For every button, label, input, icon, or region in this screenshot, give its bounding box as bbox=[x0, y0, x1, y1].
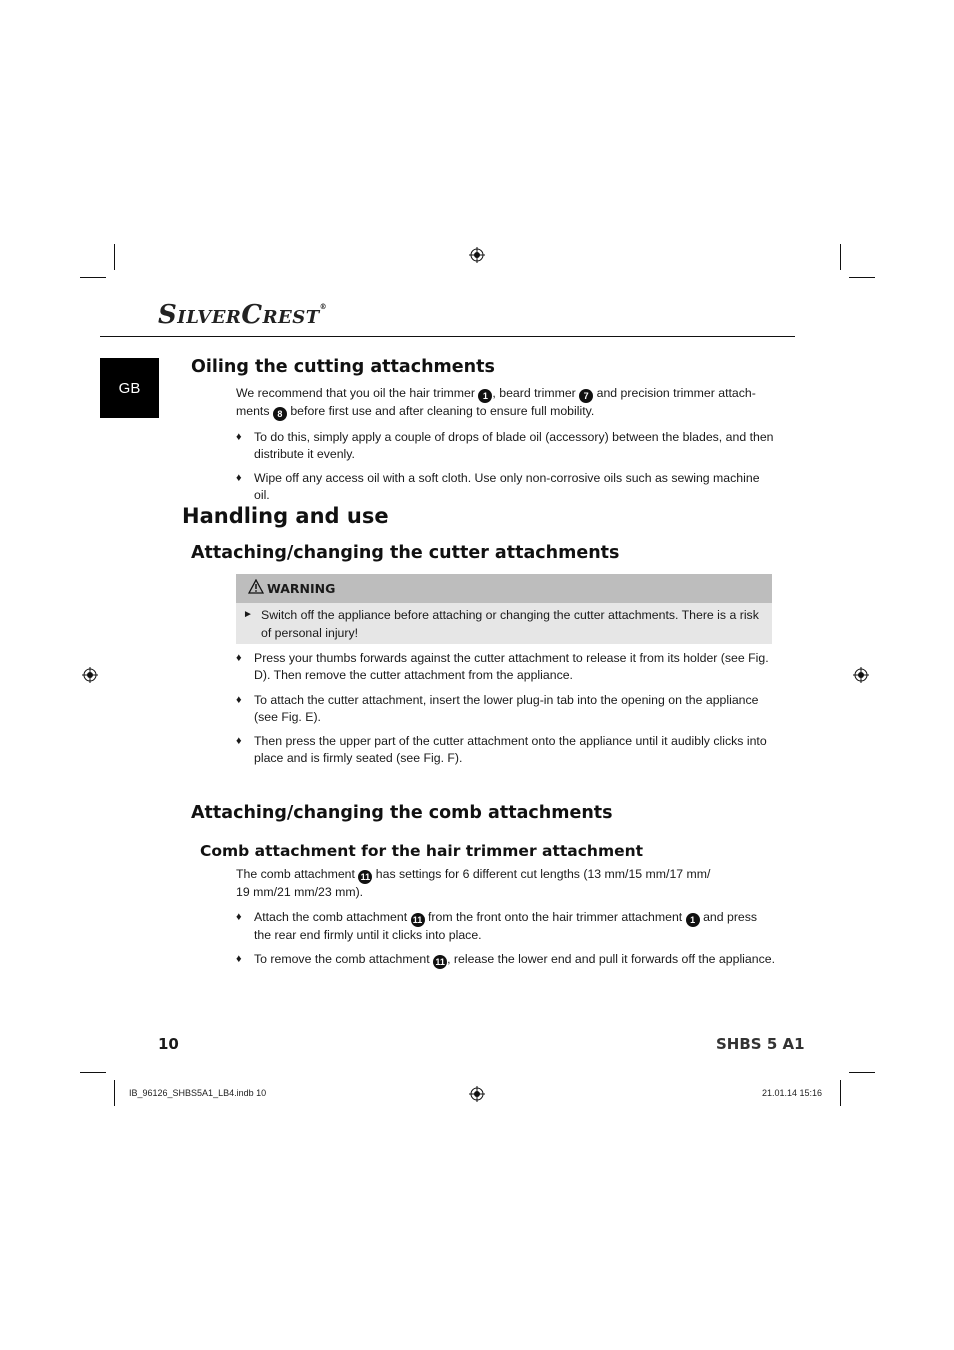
part-number-marker: 7 bbox=[579, 389, 593, 403]
bullet-diamond-icon: ♦ bbox=[236, 652, 242, 664]
header-divider bbox=[100, 336, 795, 337]
bullet-diamond-icon: ♦ bbox=[236, 911, 242, 923]
list-item: ♦ Attach the comb attachment 11 from the front onto the hair trimmer attachment 1 and press the rear end firmly until it clicks into place. bbox=[236, 910, 758, 942]
registration-mark-icon bbox=[853, 667, 869, 683]
part-number-marker: 1 bbox=[686, 913, 700, 927]
file-slug: IB_96126_SHBS5A1_LB4.indb 10 bbox=[129, 1088, 267, 1098]
crop-mark bbox=[114, 244, 115, 270]
bullet-diamond-icon: ♦ bbox=[236, 694, 242, 706]
warning-triangle-icon bbox=[248, 579, 264, 594]
part-number-marker: 1 bbox=[478, 389, 492, 403]
chapter-heading: Handling and use bbox=[182, 504, 389, 528]
model-number: SHBS 5 A1 bbox=[716, 1035, 805, 1053]
crop-mark bbox=[80, 277, 106, 278]
part-number-marker: 8 bbox=[273, 407, 287, 421]
warning-text: ► Switch off the appliance before attaching or changing the cutter attachments. There is a risk of personal injury! bbox=[243, 608, 759, 640]
list-item: ♦ Press your thumbs forwards against the cutter attachment to release it from its holder (see Fig. D). Then remove the cutter attachment from the appliance. bbox=[236, 651, 769, 682]
print-timestamp: 21.01.14 15:16 bbox=[762, 1088, 823, 1098]
list-item: ♦ To remove the comb attachment 11 , release the lower end and pull it forwards off the appliance. bbox=[236, 952, 775, 967]
warning-header bbox=[236, 574, 772, 603]
section-heading-comb: Attaching/changing the comb attachments bbox=[191, 803, 613, 823]
brand-logo: SILVERCREST® bbox=[158, 300, 328, 330]
comb-intro: The comb attachment 11 has settings for 6 different cut lengths (13 mm/15 mm/17 mm/ 19 mm/21 mm/23 mm). bbox=[236, 867, 711, 899]
warning-box bbox=[236, 574, 772, 644]
registration-mark-icon bbox=[82, 667, 98, 683]
part-number-marker: 11 bbox=[358, 870, 372, 884]
warning-label: WARNING bbox=[267, 581, 336, 596]
bullet-diamond-icon: ♦ bbox=[236, 472, 242, 484]
page-number: 10 bbox=[158, 1035, 179, 1053]
oiling-intro: We recommend that you oil the hair trimmer 1 , beard trimmer 7 and precision trimmer attach- ments 8 before first use and after cleaning to ensure full mobility. bbox=[236, 386, 756, 419]
crop-mark bbox=[849, 1072, 875, 1073]
crop-mark bbox=[80, 1072, 106, 1073]
registration-mark-icon bbox=[469, 1086, 485, 1102]
bullet-diamond-icon: ♦ bbox=[236, 431, 242, 443]
registration-mark-icon bbox=[469, 247, 485, 263]
list-item: ♦ To do this, simply apply a couple of drops of blade oil (accessory) between the blades, and then distribute it evenly. bbox=[236, 430, 774, 461]
section-heading-cutter: Attaching/changing the cutter attachments bbox=[191, 543, 620, 563]
list-item: ♦ To attach the cutter attachment, insert the lower plug-in tab into the opening on the appliance (see Fig. E). bbox=[236, 693, 759, 724]
list-item: ♦ Wipe off any access oil with a soft cloth. Use only non-corrosive oils such as sewing machine oil. bbox=[236, 471, 760, 502]
crop-mark bbox=[840, 1080, 841, 1106]
crop-mark bbox=[114, 1080, 115, 1106]
bullet-diamond-icon: ♦ bbox=[236, 735, 242, 747]
crop-mark bbox=[849, 277, 875, 278]
list-item: ♦ Then press the upper part of the cutter attachment onto the appliance until it audibly clicks into place and is firmly seated (see Fig. F). bbox=[236, 734, 767, 765]
bullet-diamond-icon: ♦ bbox=[236, 953, 242, 965]
part-number-marker: 11 bbox=[411, 913, 425, 927]
section-heading-oiling: Oiling the cutting attachments bbox=[191, 357, 495, 377]
arrow-icon: ► bbox=[243, 609, 253, 620]
part-number-marker: 11 bbox=[433, 955, 447, 969]
language-tab: GB bbox=[100, 358, 159, 418]
subsection-heading: Comb attachment for the hair trimmer attachment bbox=[200, 842, 644, 860]
crop-mark bbox=[840, 244, 841, 270]
